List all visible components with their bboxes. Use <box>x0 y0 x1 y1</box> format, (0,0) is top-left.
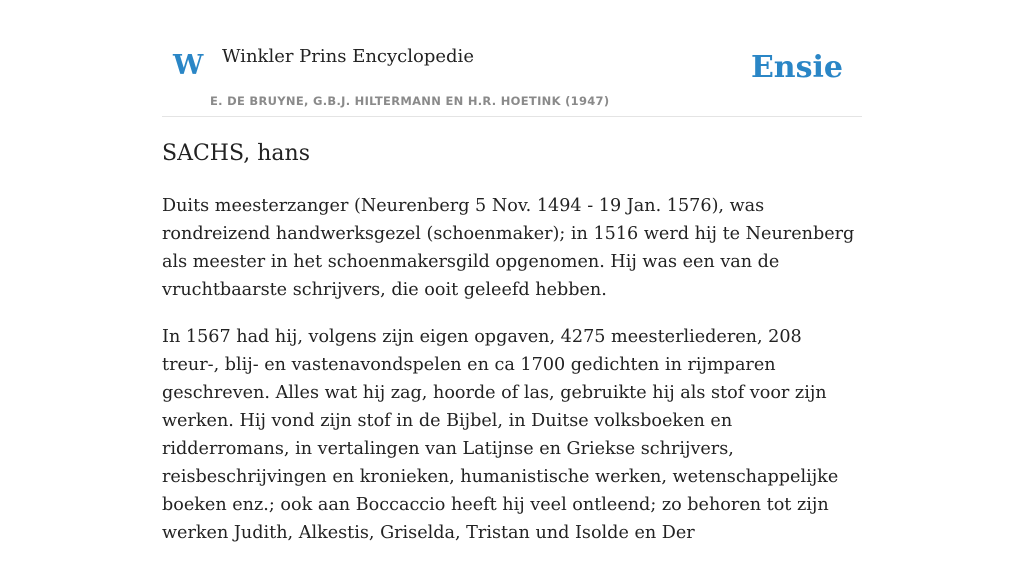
site-header <box>162 0 862 117</box>
article-body <box>162 192 862 547</box>
winkler-prins-logo[interactable]: W <box>173 50 204 81</box>
article-title: SACHS, hans <box>162 141 310 166</box>
ensie-logo[interactable]: Ensie <box>750 50 843 85</box>
authors-line: E. DE BRUYNE, G.B.J. HILTERMANN EN H.R. HOETINK (1947) <box>210 94 610 108</box>
article-paragraph: In 1567 had hij, volgens zijn eigen opgaven, 4275 meesterliederen, 208 treur-, blij- en vastenavondspelen en ca 1700 gedichten in rijmparen geschreven. Alles wat hij zag, hoorde of las, gebruikte hij als stof voor zijn werken. Hij vond zijn stof in de Bijbel, in Duitse volksboeken en ridderromans, in vertalingen van Latijnse en Griekse schrijvers, reisbeschrijvingen en kronieken, humanistische werken, wetenschappelijke boeken enz.; ook aan Boccaccio heeft hij veel ontleend; zo behoren tot zijn werken Judith, Alkestis, Griselda, Tristan und Isolde en Der <box>162 327 839 543</box>
article <box>162 138 862 566</box>
article-paragraph: Duits meesterzanger (Neurenberg 5 Nov. 1494 - 19 Jan. 1576), was rondreizend handwerksgezel (schoenmaker); in 1516 werd hij te Neurenberg als meester in het schoenmakersgild opgenomen. Hij was een van de vruchtbaarste schrijvers, die ooit geleefd hebben. <box>162 196 855 300</box>
site-title[interactable]: Winkler Prins Encyclopedie <box>222 46 474 67</box>
